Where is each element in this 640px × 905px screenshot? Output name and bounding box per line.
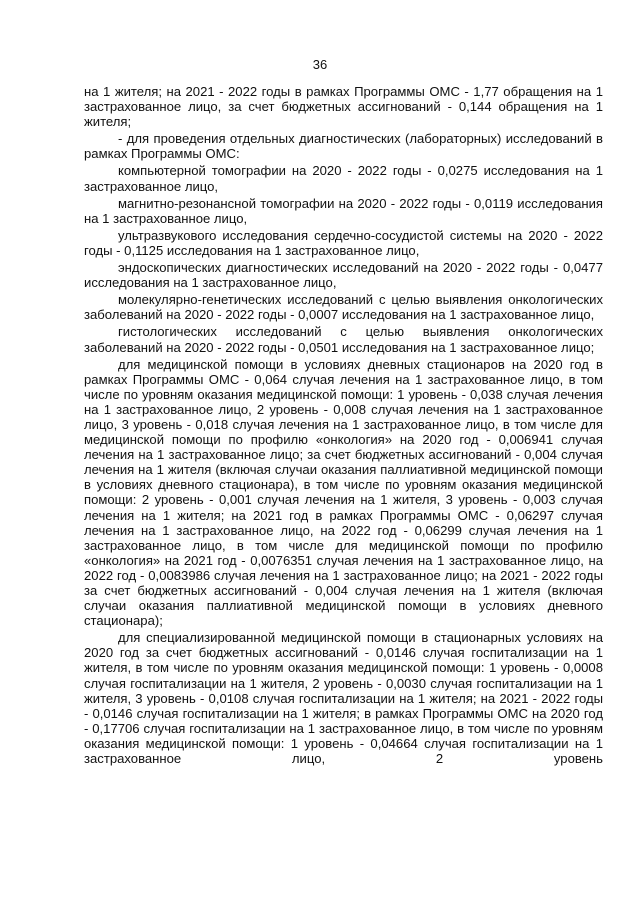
paragraph-outpatient-visits: на 1 жителя; на 2021 - 2022 годы в рамках Программы ОМС - 1,77 обращения на 1 застрахованное лицо, за счет бюджетных ассигнований - 0,144 обращения на 1 жителя; — [84, 84, 603, 130]
paragraph-mri: магнитно-резонансной томографии на 2020 - 2022 годы - 0,0119 исследования на 1 застрахованное лицо, — [84, 195, 603, 226]
document-body — [84, 84, 603, 768]
page-number: 36 — [312, 57, 328, 72]
paragraph-histology: гистологических исследований с целью выявления онкологических заболеваний на 2020 - 2022 годы - 0,0501 исследования на 1 застрахованное лицо; — [84, 324, 603, 355]
paragraph-ct: компьютерной томографии на 2020 - 2022 годы - 0,0275 исследования на 1 застрахованное лицо, — [84, 163, 603, 194]
paragraph-diagnostic-tests-intro: - для проведения отдельных диагностических (лабораторных) исследований в рамках Программы ОМС: — [84, 131, 603, 162]
paragraph-endoscopy: эндоскопических диагностических исследований на 2020 - 2022 годы - 0,0477 исследования на 1 застрахованное лицо, — [84, 260, 603, 291]
paragraph-ultrasound: ультразвукового исследования сердечно-сосудистой системы на 2020 - 2022 годы - 0,1125 исследования на 1 застрахованное лицо, — [84, 227, 603, 258]
paragraph-inpatient: для специализированной медицинской помощи в стационарных условиях на 2020 год за счет бюджетных ассигнований - 0,0146 случая госпитализации на 1 жителя, в том числе по уровням оказания медицинской помощи: 1 уровень - 0,0008 случая госпитализации на 1 жителя, 2 уровень - 0,0030 случая госпитализации на 1 жителя, 3 уровень - 0,0108 случая госпитализации на 1 жителя; на 2021 - 2022 годы - 0,0146 случая госпитализации на 1 жителя; в рамках Программы ОМС на 2020 год - 0,17706 случая госпитализации на 1 застрахованное лицо, в том числе по уровням оказания медицинской помощи: 1 уровень - 0,04664 случая госпитализации на 1 застрахованное лицо, 2 уровень — [84, 630, 603, 767]
paragraph-molecular-genetic: молекулярно-генетических исследований с целью выявления онкологических заболеваний на 2020 - 2022 годы - 0,0007 исследования на 1 застрахованное лицо, — [84, 292, 603, 323]
paragraph-day-hospital: для медицинской помощи в условиях дневных стационаров на 2020 год в рамках Программы ОМС - 0,064 случая лечения на 1 застрахованное лицо, в том числе по уровням оказания медицинской помощи: 1 уровень - 0,038 случая лечения на 1 застрахованное лицо, 2 уровень - 0,008 случая лечения на 1 застрахованное лицо, 3 уровень - 0,018 случая лечения на 1 застрахованное лицо, в том числе для медицинской помощи по профилю «онкология» на 2020 год - 0,006941 случая лечения на 1 застрахованное лицо; за счет бюджетных ассигнований - 0,004 случая лечения на 1 жителя (включая случаи оказания паллиативной медицинской помощи в условиях дневного стационара), в том числе по уровням оказания медицинской помощи: 2 уровень - 0,001 случая лечения на 1 жителя, 3 уровень - 0,003 случая лечения на 1 жителя; на 2021 год в рамках Программы ОМС - 0,06297 случая лечения на 1 застрахованное лицо, на 2022 год - 0,06299 случая лечения на 1 застрахованное лицо, в том числе для медицинской помощи по профилю «онкология» на 2021 год - 0,0076351 случая лечения на 1 застрахованное лицо, на 2022 год - 0,0083986 случая лечения на 1 застрахованное лицо; на 2021 - 2022 годы за счет бюджетных ассигнований - 0,004 случая лечения на 1 жителя (включая случаи оказания паллиативной медицинской помощи в условиях дневного стационара); — [84, 356, 603, 629]
